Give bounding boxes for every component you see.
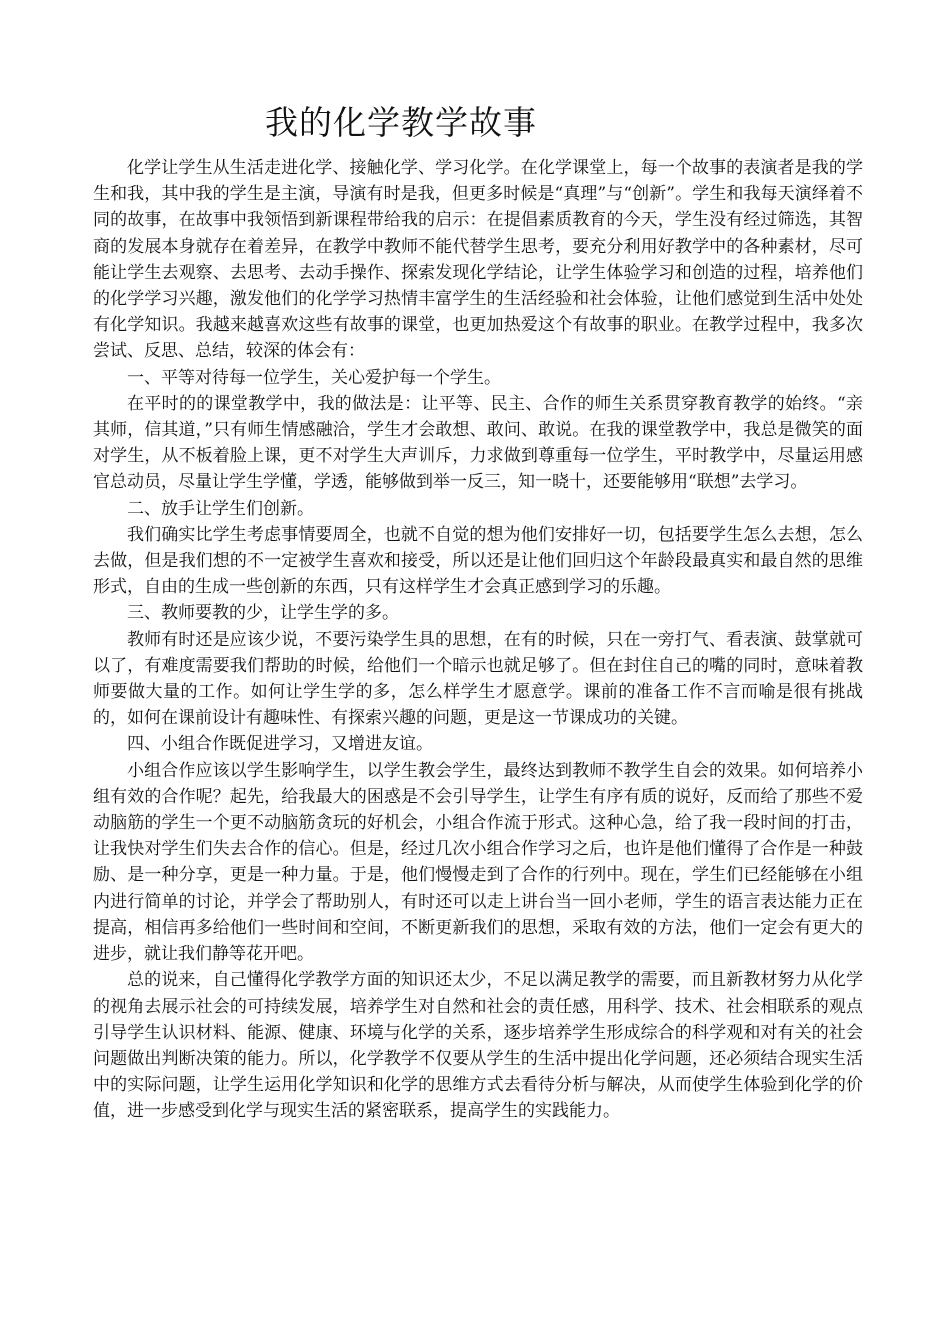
- conclusion-paragraph: 总的说来，自己懂得化学教学方面的知识还太少，不足以满足教学的需要，而且新教材努力从化学的视角去展示社会的可持续发展，培养学生对自然和社会的责任感，用科学、技术、社会相联系的观点引导学生认识材料、能源、健康、环境与化学的关系，逐步培养学生形成综合的科学观和对有关的社会问题做出判断决策的能力。所以，化学教学不仅要从学生的生活中提出化学问题，还必须结合现实生活中的实际问题，让学生运用化学知识和化学的思维方式去看待分析与解决，从而使学生体验到化学的价值，进一步感受到化学与现实生活的紧密联系，提高学生的实践能力。: [93, 970, 863, 1122]
- document-title: 我的化学教学故事: [265, 103, 537, 142]
- section-paragraph-3: 教师有时还是应该少说，不要污染学生具的思想，在有的时候，只在一旁打气、看表演、鼓掌就可以了，有难度需要我们帮助的时候，给他们一个暗示也就足够了。但在封住自己的嘴的同时，意味着教师要做大量的工作。如何让学生学的多，怎么样学生才愿意学。课前的准备工作不言而喻是很有挑战的，如何在课前设计有趣味性、有探索兴趣的问题，更是这一节课成功的关键。: [93, 629, 863, 729]
- document-page: [93, 100, 863, 1125]
- section-paragraph-4: 小组合作应该以学生影响学生，以学生教会学生，最终达到教师不教学生自会的效果。如何培养小组有效的合作呢？起先，给我最大的困惑是不会引导学生，让学生有序有质的说好，反而给了那些不爱动脑筋的学生一个更不动脑筋贪玩的好机会，小组合作流于形式。这种心急，给了我一段时间的打击，让我快对学生们失去合作的信心。但是，经过几次小组合作学习之后，也许是他们懂得了合作是一种鼓励、是一种分享，更是一种力量。于是，他们慢慢走到了合作的行列中。现在，学生们已经能够在小组内进行简单的讨论，并学会了帮助别人，有时还可以走上讲台当一回小老师，学生的语言表达能力正在提高，相信再多给他们一些时间和空间，不断更新我们的思想，采取有效的方法，他们一定会有更大的进步，就让我们静等花开吧。: [93, 760, 863, 965]
- section-heading-1: 一、平等对待每一位学生，关心爱护每一个学生。: [127, 367, 501, 388]
- section-heading-3: 三、教师要教的少，让学生学的多。: [127, 603, 399, 624]
- section-heading-4: 四、小组合作既促进学习，又增进友谊。: [127, 734, 433, 755]
- intro-paragraph: 化学让学生从生活走进化学、接触化学、学习化学。在化学课堂上，每一个故事的表演者是我的学生和我，其中我的学生是主演，导演有时是我，但更多时候是“真理”与“创新”。学生和我每天演绎着不同的故事，在故事中我领悟到新课程带给我的启示：在提倡素质教育的今天，学生没有经过筛选，其智商的发展本身就存在着差异，在教学中教师不能代替学生思考，要充分利用好教学中的各种素材，尽可能让学生去观察、去思考、去动手操作、探索发现化学结论，让学生体验学习和创造的过程，培养他们的化学学习兴趣，激发他们的化学学习热情丰富学生的生活经验和社会体验，让他们感觉到生活中处处有化学知识。我越来越喜欢这些有故事的课堂，也更加热爱这个有故事的职业。在教学过程中，我多次尝试、反思、总结，较深的体会有：: [93, 158, 863, 362]
- section-paragraph-1: 在平时的的课堂教学中，我的做法是：让平等、民主、合作的师生关系贯穿教育教学的始终。“亲其师，信其道，”只有师生情感融洽，学生才会敢想、敢问、敢说。在我的课堂教学中，我总是微笑的面对学生，从不板着脸上课，更不对学生大声训斥，力求做到尊重每一位学生，平时教学中，尽量运用感官总动员，尽量让学生学懂，学透，能够做到举一反三，知一晓十，还要能够用“联想”去学习。: [93, 393, 863, 493]
- section-heading-2: 二、放手让学生们创新。: [127, 498, 314, 519]
- section-paragraph-2: 我们确实比学生考虑事情要周全，也就不自觉的想为他们安排好一切，包括要学生怎么去想，怎么去做，但是我们想的不一定被学生喜欢和接受，所以还是让他们回归这个年龄段最真实和最自然的思维形式，自由的生成一些创新的东西，只有这样学生才会真正感到学习的乐趣。: [93, 524, 863, 598]
